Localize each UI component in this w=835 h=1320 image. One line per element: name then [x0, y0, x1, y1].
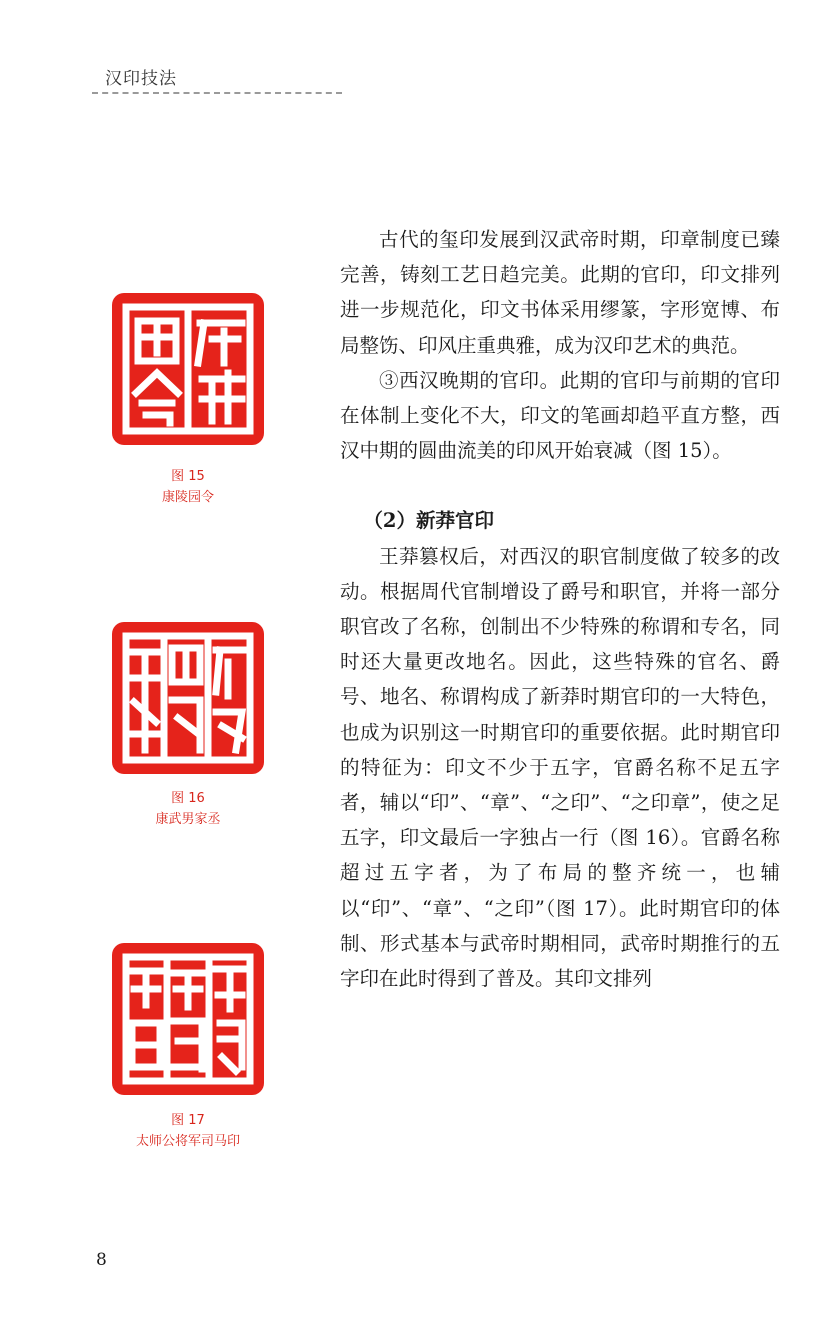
- figure-15-label: [112, 466, 264, 508]
- running-header: 汉印技法: [105, 69, 177, 89]
- seal-image-17: [112, 943, 264, 1095]
- paragraph: 王莽篡权后，对西汉的职官制度做了较多的改动。根据周代官制增设了爵号和职官，并将一部分职官改了名称，创制出不少特殊的称谓和专名，同时还大量更改地名。因此，这些特殊的官名、爵号、地名、称谓构成了新莽时期官印的一大特色，也成为识别这一时期官印的重要依据。此时期官印的特征为：印文不少于五字，官爵名称不足五字者，辅以“印”、“章”、“之印”、“之印章”，使之足五字，印文最后一字独占一行（图 16）。官爵名称超过五字者，为了布局的整齐统一，也辅以“印”、“章”、“之印”（图 17）。此时期官印的体制、形式基本与武帝时期相同，武帝时期推行的五字印在此时得到了普及。其印文排列: [340, 544, 780, 991]
- section-heading: （2）新莽官印: [363, 509, 494, 533]
- paragraph: 古代的玺印发展到汉武帝时期，印章制度已臻完善，铸刻工艺日趋完美。此期的官印，印文排列进一步规范化，印文书体采用缪篆，字形宽博、布局整饬、印风庄重典雅，成为汉印艺术的典范。: [340, 228, 780, 357]
- figure-16-label: [112, 788, 264, 830]
- figure-15-caption: 康陵园令: [161, 490, 214, 505]
- figure-15-number: 图 15: [171, 469, 205, 484]
- seal-image-16: [112, 622, 264, 774]
- body-text: [340, 222, 780, 996]
- page-number: 8: [96, 1250, 107, 1270]
- figure-17-number: 图 17: [171, 1113, 205, 1128]
- seal-image-15: [112, 293, 264, 445]
- paragraph: ③西汉晚期的官印。此期的官印与前期的官印在体制上变化不大，印文的笔画却趋平直方整，西汉中期的圆曲流美的印风开始衰减（图 15）。: [340, 368, 780, 463]
- figure-17-label: [108, 1110, 268, 1152]
- figure-17-caption: 太师公将军司马印: [135, 1134, 240, 1149]
- header-rule: [92, 92, 342, 94]
- figure-16-caption: 康武男家丞: [155, 812, 221, 827]
- figure-16-number: 图 16: [171, 791, 205, 806]
